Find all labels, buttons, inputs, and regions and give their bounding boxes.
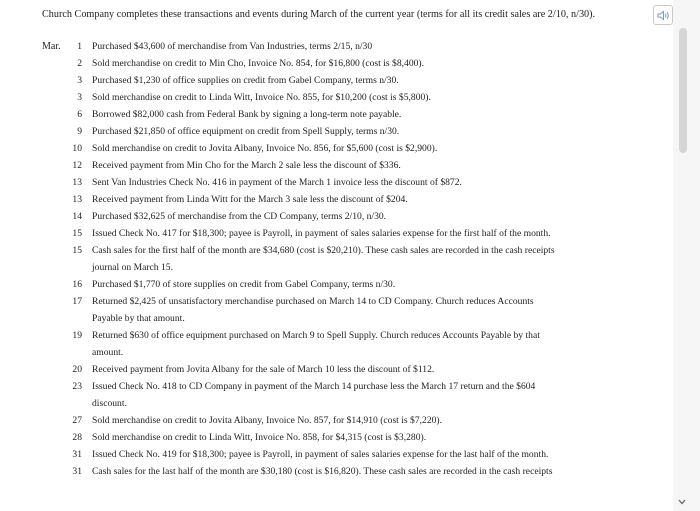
transaction-day: 28 bbox=[72, 432, 82, 443]
transaction-day: 14 bbox=[72, 211, 82, 222]
scrollbar[interactable] bbox=[673, 0, 700, 511]
transaction-description: Purchased $32,625 of merchandise from the CD Company, terms 2/10, n/30. bbox=[92, 211, 387, 222]
scroll-down-button[interactable] bbox=[675, 496, 689, 508]
transaction-description: Cash sales for the first half of the month are $34,680 (cost is $20,210). These cash sales are recorded in the cash receipts bbox=[92, 245, 555, 256]
transaction-day: 12 bbox=[72, 160, 82, 171]
audio-button[interactable] bbox=[653, 5, 673, 25]
transaction-description: Returned $2,425 of unsatisfactory merchandise purchased on March 14 to CD Company. Church reduces Accounts bbox=[92, 296, 534, 307]
transaction-day: 9 bbox=[77, 126, 82, 137]
transaction-day: 16 bbox=[72, 279, 82, 290]
transaction-description: Purchased $21,850 of office equipment on credit from Spell Supply, terms n/30. bbox=[92, 126, 400, 137]
transaction-description: Sold merchandise on credit to Linda Witt, Invoice No. 858, for $4,315 (cost is $3,280). bbox=[92, 432, 427, 443]
transaction-description: Sent Van Industries Check No. 416 in payment of the March 1 invoice less the discount of $872. bbox=[92, 177, 462, 188]
transaction-day: 20 bbox=[72, 364, 82, 375]
transaction-day: 2 bbox=[77, 58, 82, 69]
transaction-day: 19 bbox=[72, 330, 82, 341]
transaction-day: 31 bbox=[72, 466, 82, 477]
transaction-description: Payable by that amount. bbox=[92, 313, 185, 324]
month-label: Mar. bbox=[42, 41, 61, 52]
speaker-icon bbox=[657, 10, 670, 21]
transaction-description: Purchased $1,230 of office supplies on credit from Gabel Company, terms n/30. bbox=[92, 75, 399, 86]
transaction-day: 6 bbox=[77, 109, 82, 120]
transaction-description: Sold merchandise on credit to Linda Witt, Invoice No. 855, for $10,200 (cost is $5,800). bbox=[92, 92, 431, 103]
transaction-description: Borrowed $82,000 cash from Federal Bank by signing a long-term note payable. bbox=[92, 109, 402, 120]
transaction-day: 27 bbox=[72, 415, 82, 426]
transaction-description: Sold merchandise on credit to Min Cho, Invoice No. 854, for $16,800 (cost is $8,400). bbox=[92, 58, 425, 69]
transaction-day: 3 bbox=[77, 92, 82, 103]
transaction-description: Purchased $1,770 of store supplies on credit from Gabel Company, terms n/30. bbox=[92, 279, 396, 290]
transaction-day: 15 bbox=[72, 228, 82, 239]
transaction-day: 1 bbox=[77, 41, 82, 52]
transaction-description: discount. bbox=[92, 398, 127, 409]
transaction-day: 13 bbox=[72, 194, 82, 205]
transaction-description: Purchased $43,600 of merchandise from Van Industries, terms 2/15, n/30 bbox=[92, 41, 373, 52]
transaction-description: Issued Check No. 418 to CD Company in payment of the March 14 purchase less the March 17 return and the $604 bbox=[92, 381, 536, 392]
transaction-description: Received payment from Min Cho for the March 2 sale less the discount of $336. bbox=[92, 160, 401, 171]
scrollbar-thumb[interactable] bbox=[679, 28, 687, 153]
transaction-day: 3 bbox=[77, 75, 82, 86]
transaction-description: Returned $630 of office equipment purchased on March 9 to Spell Supply. Church reduces Accounts Payable by that bbox=[92, 330, 540, 341]
transaction-day: 10 bbox=[72, 143, 82, 154]
transaction-description: Cash sales for the last half of the month are $30,180 (cost is $16,820). These cash sales are recorded in the cash receipts bbox=[92, 466, 553, 477]
transaction-day: 31 bbox=[72, 449, 82, 460]
transaction-day: 13 bbox=[72, 177, 82, 188]
transaction-description: Issued Check No. 419 for $18,300; payee is Payroll, in payment of sales salaries expense for the last half of the month. bbox=[92, 449, 549, 460]
transaction-day: 23 bbox=[72, 381, 82, 392]
transaction-description: Sold merchandise on credit to Jovita Albany, Invoice No. 856, for $5,600 (cost is $2,900). bbox=[92, 143, 438, 154]
transaction-description: Received payment from Jovita Albany for the sale of March 10 less the discount of $112. bbox=[92, 364, 435, 375]
transaction-description: Received payment from Linda Witt for the March 3 sale less the discount of $204. bbox=[92, 194, 408, 205]
transaction-day: 17 bbox=[72, 296, 82, 307]
transaction-description: journal on March 15. bbox=[92, 262, 173, 273]
intro-text: Church Company completes these transactions and events during March of the current year (terms for all its credit sales are 2/10, n/30). bbox=[42, 9, 596, 20]
chevron-down-icon bbox=[678, 499, 686, 505]
transaction-description: Issued Check No. 417 for $18,300; payee is Payroll, in payment of sales salaries expense for the first half of the month. bbox=[92, 228, 551, 239]
transaction-description: Sold merchandise on credit to Jovita Albany, Invoice No. 857, for $14,910 (cost is $7,220). bbox=[92, 415, 443, 426]
transaction-description: amount. bbox=[92, 347, 124, 358]
transaction-day: 15 bbox=[72, 245, 82, 256]
